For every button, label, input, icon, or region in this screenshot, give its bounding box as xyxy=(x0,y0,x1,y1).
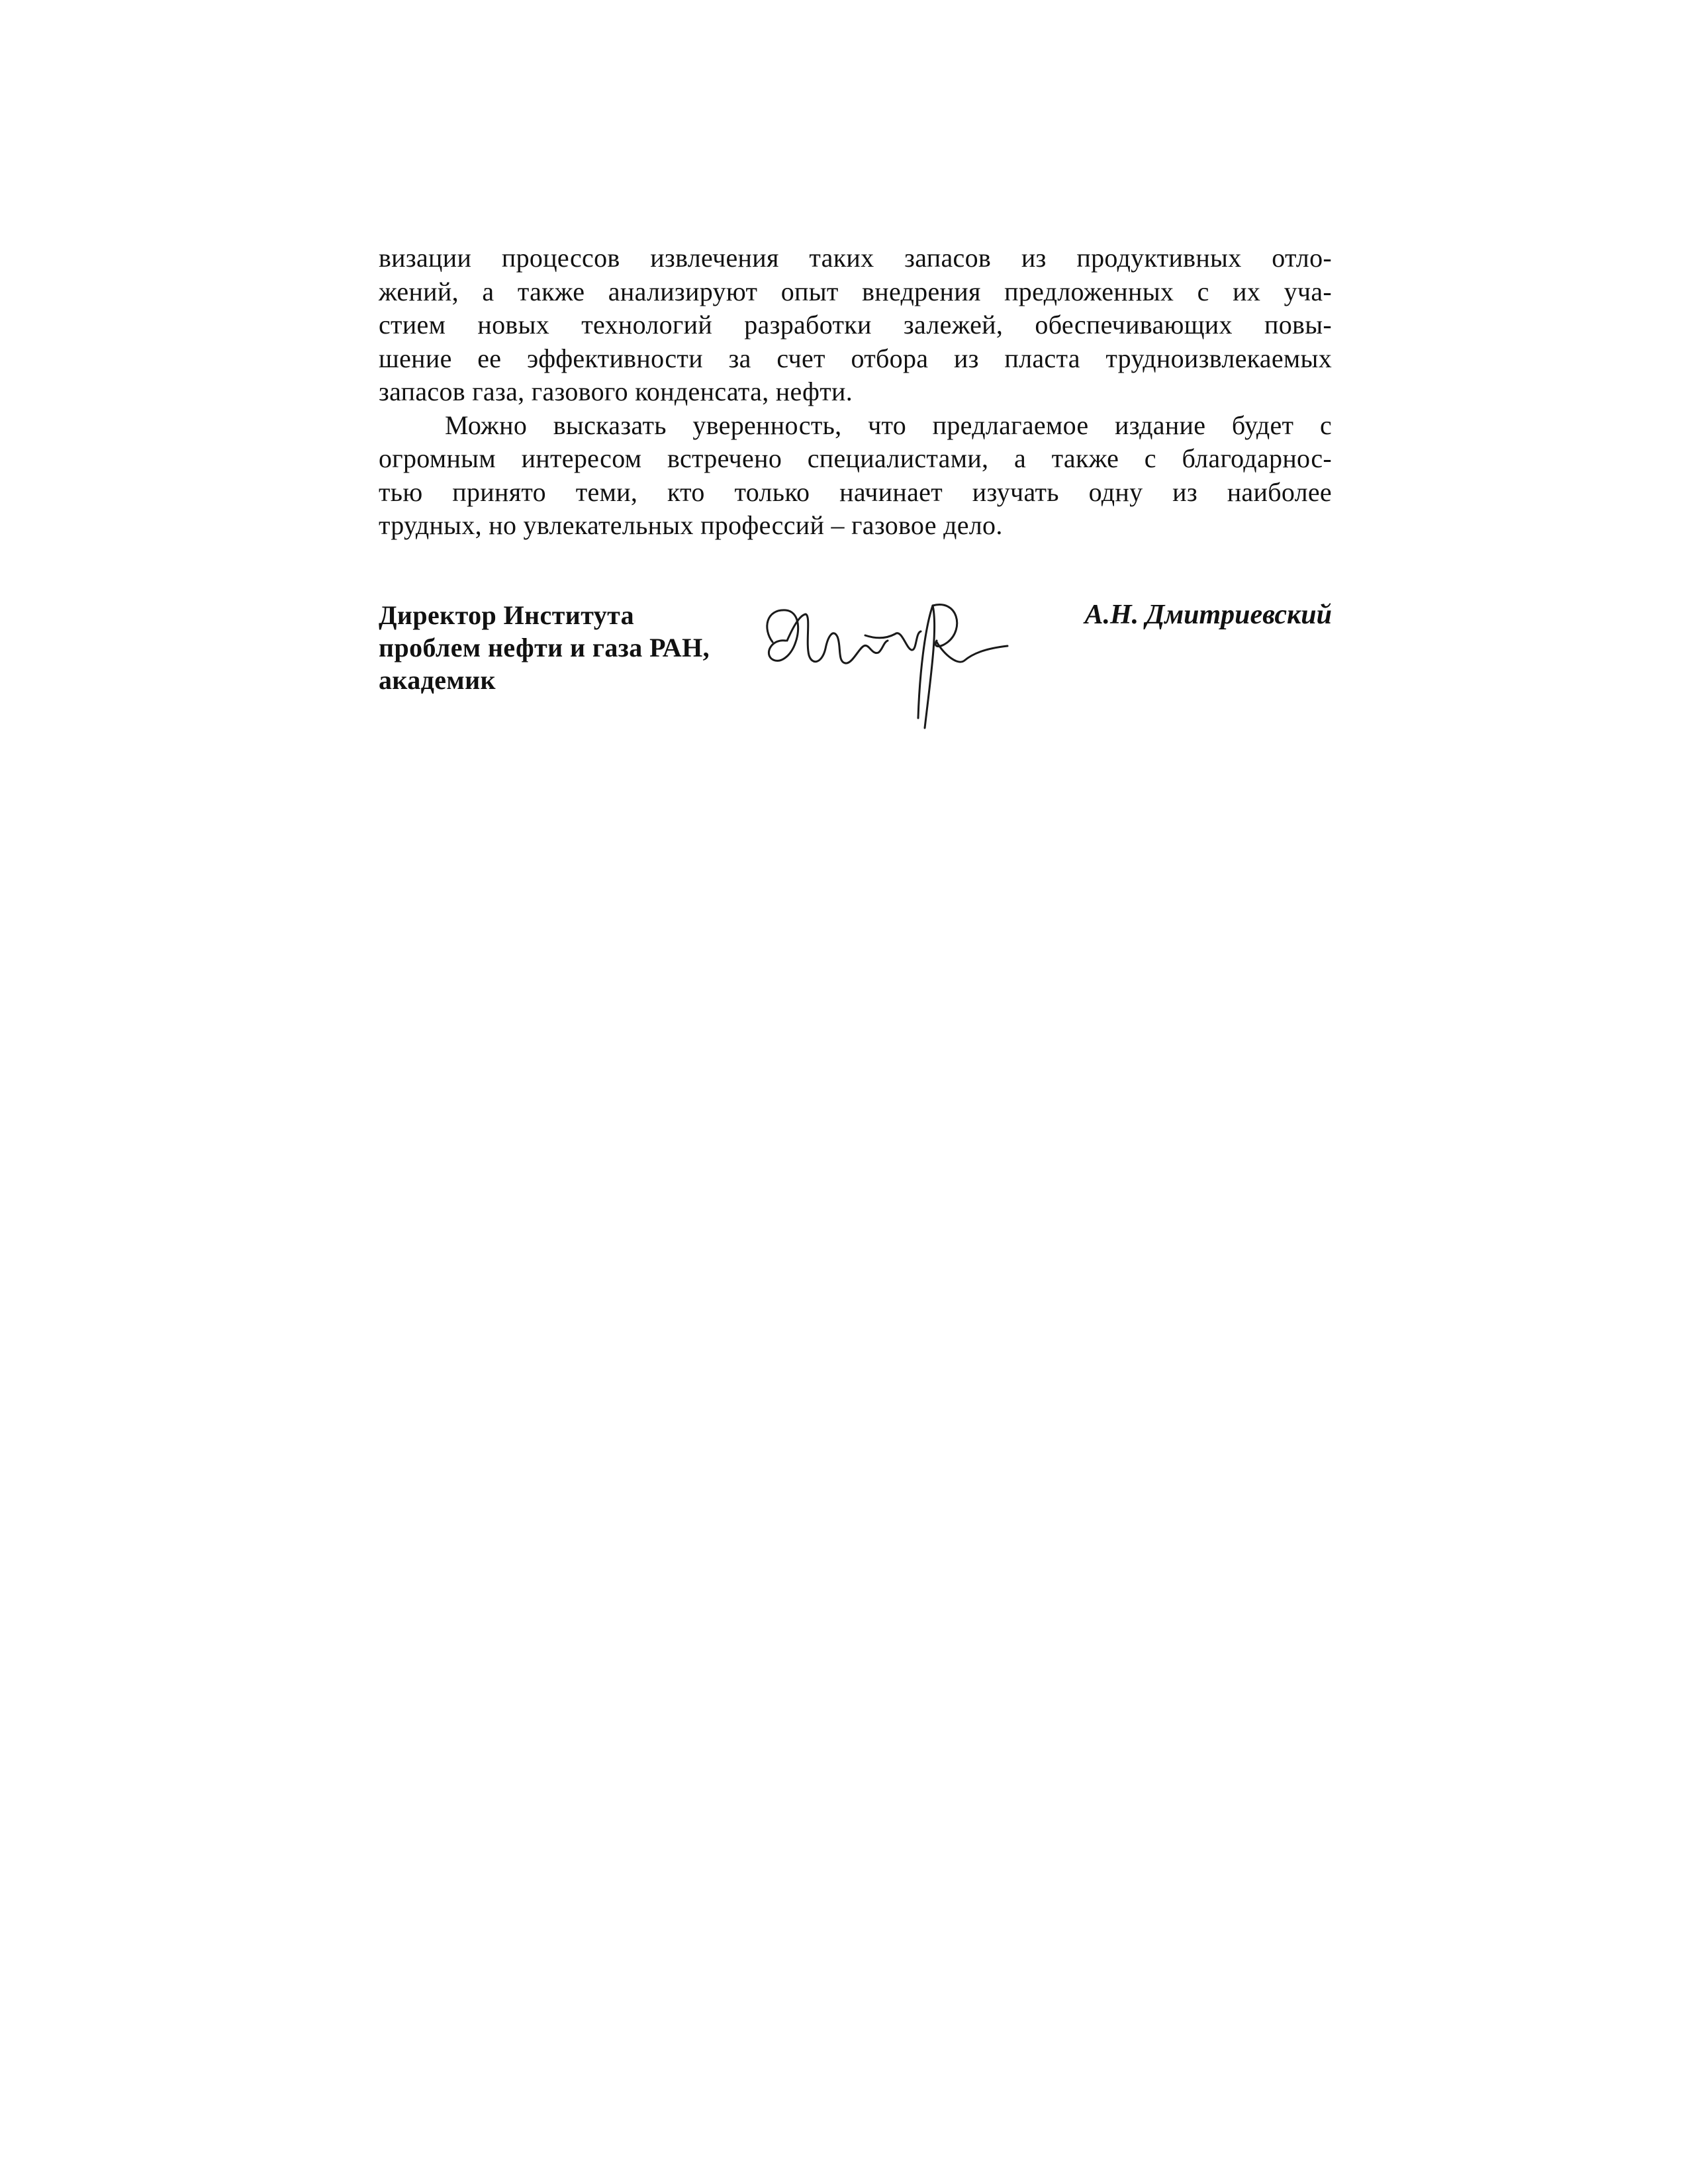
text-line: запасов газа, газового конденсата, нефти. xyxy=(379,377,853,406)
handwritten-signature xyxy=(759,602,1024,735)
position-line: проблем нефти и газа РАН, xyxy=(379,633,710,662)
body-text xyxy=(379,242,1332,543)
text-line: жений, а также анализируют опыт внедрения предложенных с их уча- xyxy=(379,276,1332,306)
author-name: А.Н. Дмитриевский xyxy=(1084,600,1332,630)
text-line: визации процессов извлечения таких запасов из продуктивных отло- xyxy=(379,243,1332,273)
text-line: огромным интересом встречено специалистами, а также с благодарнос- xyxy=(379,443,1332,473)
text-line: стием новых технологий разработки залежей, обеспечивающих повы- xyxy=(379,310,1332,340)
text-line: трудных, но увлекательных профессий – газовое дело. xyxy=(379,510,1003,540)
paragraph-2 xyxy=(379,409,1332,543)
signature-block xyxy=(379,599,1332,771)
text-line: Можно высказать уверенность, что предлагаемое издание будет с xyxy=(445,410,1332,440)
paragraph-1 xyxy=(379,242,1332,409)
author-position xyxy=(379,599,710,696)
text-line: шение ее эффективности за счет отбора из пласта трудноизвлекаемых xyxy=(379,343,1332,373)
position-line: Директор Института xyxy=(379,600,635,630)
position-line: академик xyxy=(379,665,496,695)
text-line: тью принято теми, кто только начинает изучать одну из наиболее xyxy=(379,477,1332,507)
